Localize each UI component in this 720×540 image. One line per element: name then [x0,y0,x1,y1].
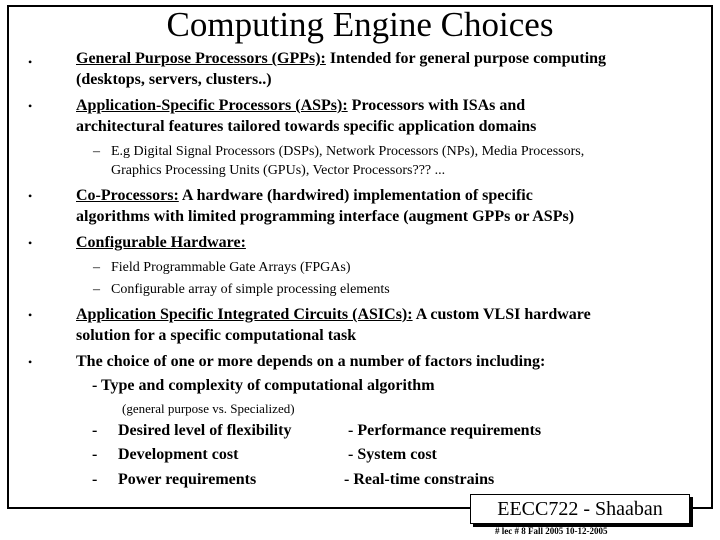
bullet-asic-line2: solution for a specific computational task [76,327,357,344]
bullet-coproc-line2: algorithms with limited programming interface (augment GPPs or ASPs) [76,208,575,225]
factor-system-cost: - System cost [348,446,437,463]
factor-flexibility: Desired level of flexibility [118,422,292,439]
bullet-choice-line1: The choice of one or more depends on a number of factors including: [76,353,546,370]
bullet-choice-line2: - Type and complexity of computational algorithm [92,377,435,394]
lecture-meta: # lec # 8 Fall 2005 10-12-2005 [495,526,608,536]
factor-performance: - Performance requirements [348,422,542,439]
term-asic: Application Specific Integrated Circuits (ASICs): [76,306,413,323]
factor-dash: - [92,446,98,463]
algorithm-note: (general purpose vs. Specialized) [122,401,295,416]
factor-realtime: - Real-time constrains [344,471,495,488]
bullet-dot: • [28,236,33,250]
bullet-configurable [76,232,246,253]
term-configurable: Configurable Hardware: [76,234,246,251]
slide-title: Computing Engine Choices [166,5,554,44]
bullet-text: A hardware (hardwired) implementation of specific [178,187,533,204]
factor-development-cost: Development cost [118,446,239,463]
bullet-dot: • [28,99,33,113]
config-fpga: Field Programmable Gate Arrays (FPGAs) [111,260,351,275]
bullet-text: Processors with ISAs and [347,97,526,114]
bullet-text: A custom VLSI hardware [412,306,591,323]
bullet-dot: • [28,189,33,203]
subitem-dash: – [93,144,100,159]
asp-example-line1: E.g Digital Signal Processors (DSPs), Network Processors (NPs), Media Processors, [111,144,585,159]
bullet-dot: • [28,55,33,69]
subitem-dash: – [93,260,100,275]
bullet-dot: • [28,355,33,369]
factor-dash: - [92,471,98,488]
term-asp: Application-Specific Processors (ASPs): [76,97,348,114]
bullet-gpp-line2: (desktops, servers, clusters..) [76,71,272,88]
bullet-text: Intended for general purpose computing [325,50,607,67]
bullet-gpp-line1 [76,48,606,69]
config-array: Configurable array of simple processing elements [111,282,390,297]
bullet-asp-line2: architectural features tailored towards specific application domains [76,118,537,135]
term-gpp: General Purpose Processors (GPPs): [76,50,326,67]
term-coprocessors: Co-Processors: [76,187,179,204]
subitem-dash: – [93,282,100,297]
bullet-coproc-line1 [76,185,533,206]
bullet-asic-line1 [76,304,591,325]
factor-dash: - [92,422,98,439]
bullet-asp-line1 [76,95,525,116]
asp-example-line2: Graphics Processing Units (GPUs), Vector Processors??? ... [111,163,446,178]
bullet-dot: • [28,308,33,322]
factor-power: Power requirements [118,471,257,488]
course-label: EECC722 - Shaaban [470,494,690,524]
